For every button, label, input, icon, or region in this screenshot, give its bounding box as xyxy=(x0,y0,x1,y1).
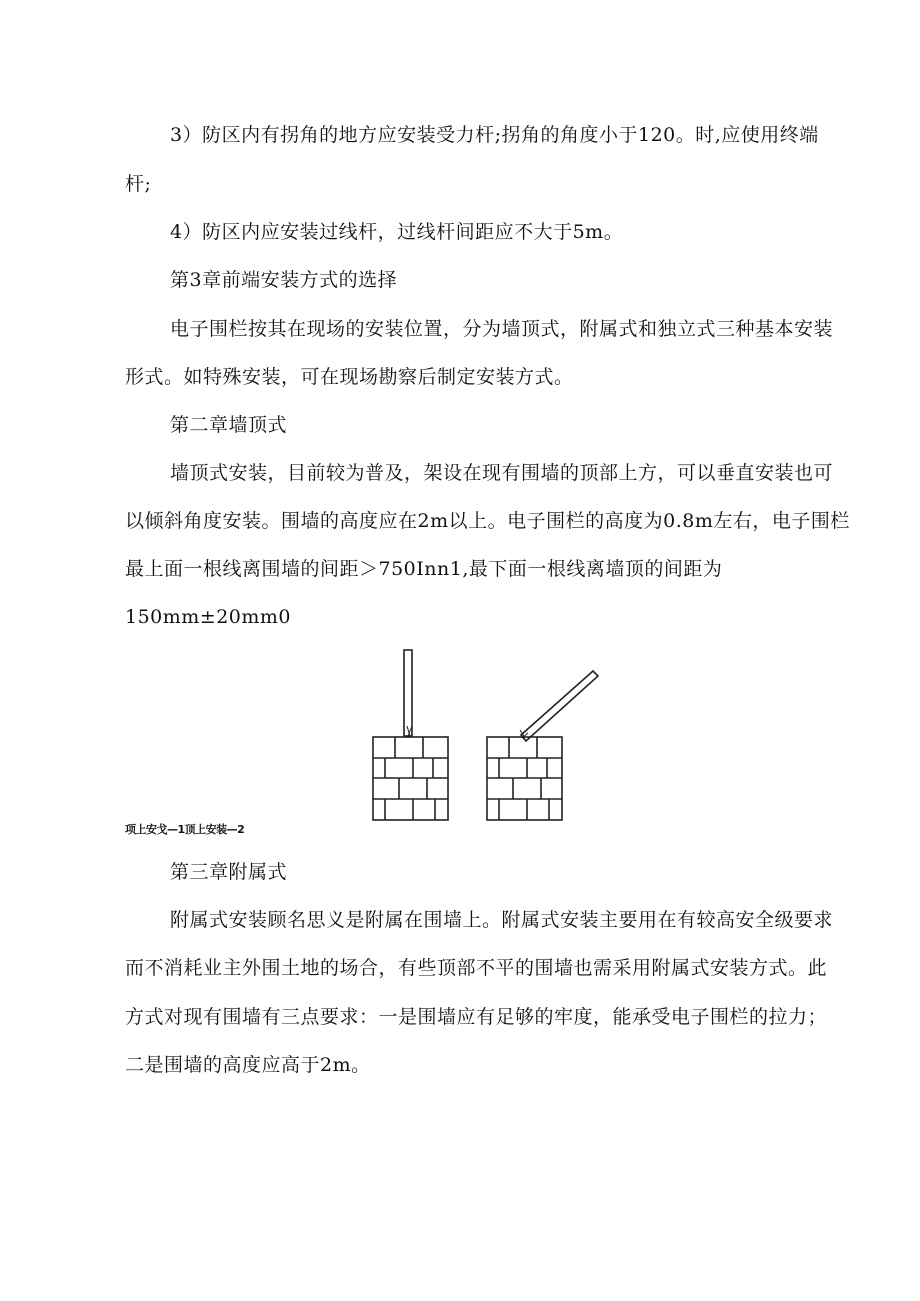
paragraph-line-poles: 4）防区内应安装过线杆，过线杆间距应不大于5m。 xyxy=(170,221,624,243)
paragraph-corner-poles-line2: 杆; xyxy=(125,173,152,195)
paragraph-install-types-line1: 电子围栏按其在现场的安装位置，分为墙顶式，附属式和独立式三种基本安装 xyxy=(170,318,834,340)
wall-inclined-pole-diagram xyxy=(487,671,598,820)
vertical-pole xyxy=(404,650,412,736)
wall-vertical-pole-diagram xyxy=(373,650,448,820)
paragraph-attached-line4: 二是围墙的高度应高于2m。 xyxy=(125,1054,371,1076)
paragraph-wall-top-line4: 150mm±20mm0 xyxy=(125,606,292,628)
paragraph-attached-line1: 附属式安装顾名思义是附属在围墙上。附属式安装主要用在有较高安全级要求 xyxy=(170,909,834,931)
heading-wall-top: 第二章墙顶式 xyxy=(170,414,288,436)
heading-chapter-3: 第3章前端安装方式的选择 xyxy=(170,269,398,291)
paragraph-attached-line3: 方式对现有围墙有三点要求：一是围墙应有足够的牢度，能承受电子围栏的拉力； xyxy=(125,1006,828,1028)
figure-caption: 项上安戈—1顶上安装—2 xyxy=(125,823,245,836)
paragraph-wall-top-line3: 最上面一根线离围墙的间距＞750Inn1,最下面一根线离墙顶的间距为 xyxy=(125,558,723,580)
inclined-pole xyxy=(521,671,598,741)
paragraph-corner-poles-line1: 3）防区内有拐角的地方应安装受力杆;拐角的角度小于120。时,应使用终端 xyxy=(170,124,819,146)
paragraph-attached-line2: 而不消耗业主外围土地的场合，有些顶部不平的围墙也需采用附属式安装方式。此 xyxy=(125,957,828,979)
heading-attached: 第三章附属式 xyxy=(170,861,288,883)
wall-top-installation-diagram xyxy=(355,640,655,825)
paragraph-install-types-line2: 形式。如特殊安装，可在现场勘察后制定安装方式。 xyxy=(125,366,574,388)
paragraph-wall-top-line1: 墙顶式安装，目前较为普及，架设在现有围墙的顶部上方，可以垂直安装也可 xyxy=(170,462,834,484)
paragraph-wall-top-line2: 以倾斜角度安装。围墙的高度应在2m以上。电子围栏的高度为0.8m左右，电子围栏 xyxy=(125,510,850,532)
